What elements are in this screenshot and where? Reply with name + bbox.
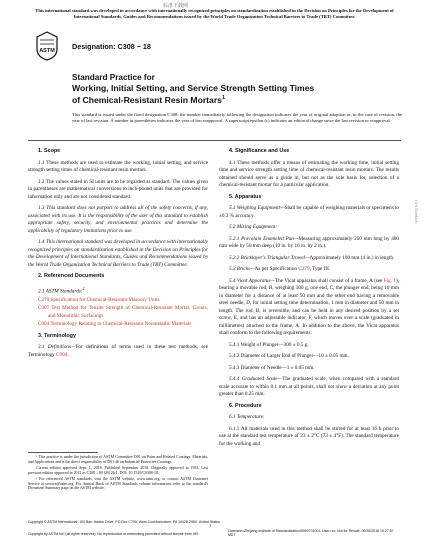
paragraph: 5.2 Mixing Equipment: (229, 224, 277, 230)
paragraph: 5.4.3 Diameter of Needle—1 ± 0.05 mm. (229, 364, 315, 371)
section-heading-procedure: 6. Procedure (229, 402, 262, 409)
reference-item[interactable]: C279 Specification for Chemical-Resistant Masonry Units (38, 296, 160, 303)
section-heading-scope: 1. Scope (38, 148, 61, 154)
footnote-divider (28, 452, 98, 453)
section-heading-terminology: 3. Terminology (38, 332, 76, 339)
license-line: Copyright by ASTM Int'l (all rights reserved); No reproduction or networking permitted without license from IHS (28, 532, 199, 536)
reference-item[interactable]: C904 Terminology Relating to Chemical-Resistant Nonmetallic Materials (38, 321, 192, 328)
paragraph: 5.4.2 Diameter of Larger End of Plunger—10 ± 0.05 mm. (229, 353, 349, 359)
page-number: 1 (209, 523, 212, 528)
paragraph: 5.4 Vicat Apparatus—The Vicat apparatus shall consist of a frame, A (see Fig. 1), bearing a movable rod, B, weighing 300 g, one end, C, the plunger end, being 10 mm in diameter for a distance of at least 50 mm and the other end having a removable steel needle, D, for initial setting time determination, 1 mm in diameter and 50 mm in length. The rod, B, is reversible, and can be held in any desired position by a set screw, E, and has an adjustable indicator, F, which moves over a scale (graduated in millimetres) attached to the frame, A. In addition to the above, the Vicat apparatus shall conform to the following requirements: (219, 277, 400, 336)
paragraph: 4.1 These methods offer a means of estimating the working time, initial setting time and service strength setting time of chemical-resistant resin mortars. The results obtained should serve as a guide in, but not as the sole basis for, selection of a chemical-resistant mortar for a particular application. (219, 159, 399, 188)
reference-link-c307[interactable]: C307 (38, 305, 50, 312)
section-heading-apparatus: 5. Apparatus (229, 193, 262, 200)
astm-logo-icon (36, 31, 58, 61)
document-title (72, 73, 392, 106)
paragraph: 5.2.2 Bricklayer's Triangular Trowel—Approximately 100 mm (4 in.) in length. (229, 254, 395, 261)
copyright-notice: Copyright © ASTM International, 100 Barr Harbor Drive, PO Box C700, West Conshohocken, PA 19428-2959. United States (28, 520, 220, 524)
paragraph: 5.4.1 Weight of Plunger—300 ± 0.5 g. (229, 341, 309, 348)
svg-text:ASTM: ASTM (39, 48, 55, 54)
paragraph: 5.3 Bricks—As per Specification C279, Type III. (229, 266, 331, 272)
title-line-1: Standard Practice for (72, 73, 155, 82)
title-line-3: of Chemical-Resistant Resin Mortars$^1$ (72, 95, 226, 106)
footnote: ² For referenced ASTM standards, visit the ASTM website, www.astm.org, or contact ASTM Customer Service at service@astm.org. For Annual Book of ASTM Standards volume information, refer to the standard's Document Summary page on the ASTM website. (28, 476, 208, 491)
paragraph: 6.1.1 All materials used in this method shall be stirred for at least 16 h prior to use at the standard test temperature of 23 ± 2°C (73 ± 4°F). The standard temperature for the working and (219, 425, 399, 447)
left-column (28, 148, 208, 363)
footnote: Current edition approved Sept. 1, 2018. Published September 2018. Originally approved in 1953. Last previous edition approved in 2012 as C308 – 00 (2012)ε1. DOI: 10.1520/C0308-18. (28, 465, 208, 475)
section-heading-referenced-documents: 2. Referenced Documents (38, 273, 105, 279)
footnotes (28, 455, 208, 492)
header-note (28, 4, 401, 20)
issue-note: This standard is issued under the fixed designation C308; the number immediately following the designation indicates the year of original adoption or, in the case of revision, the year of last revision. A number in parentheses indicates the year of last reapproval. A superscript epsilon (ε) indicates an editorial change since the last revision or reapproval. (72, 112, 402, 123)
paragraph: 6.1 Temperature: (229, 414, 265, 420)
paragraph: 5.1 Weighing Equipment—Shall be capable of weighing materials or specimens to ±0.3 % accuracy. (219, 205, 399, 219)
reference-link-c279[interactable]: C279 (38, 296, 50, 303)
paragraph: 5.4.4 Graduated Scale—The graduated scale, when compared with a standard scale accurate to within 0.1 mm at all points, shall not show a deviation at any point greater than 0.25 mm. (219, 376, 399, 397)
figure-link[interactable]: Fig. 1 (383, 277, 396, 284)
paragraph: 1.1 These methods are used to estimate the working, initial setting, and service strength setting times of chemical-resistant resin mortars. (28, 159, 208, 173)
paragraph: 5.2.1 Porcelain Enameled Pan—Measuring approximately 250 mm long by 400 mm wide by 50 mm deep (10 in. by 16 in. by 2 in.). (219, 235, 399, 249)
right-column (219, 148, 399, 452)
header-watermark: 标准下载网 (163, 4, 189, 9)
reference-link-c904[interactable]: C904 (38, 321, 50, 328)
paragraph: 1.3 This standard does not purport to address all of the safety concerns, if any, associated with its use. It is the responsibility of the user of this standard to establish appropriate safety, security, and environmental practices and determine the applicability of regulatory limitations prior to use. (28, 205, 208, 234)
divider (28, 140, 401, 141)
reference-item[interactable]: C307 Test Method for Tensile Strength of Chemical-Resistant Mortar, Grouts, and Monolithic Surfacings (38, 305, 208, 319)
paragraph: 1.2 The values stated in SI units are to be regarded as standard. The values given in parentheses are mathematical conversions to inch-pound units that are provided for information only and are not considered standard. (28, 178, 208, 200)
license-notice: Licensee=Zhejiang Institute of Standardization/5990701001, User=xx, Not for Resale, 09/25/2018 19:27:57 MDT (228, 529, 394, 538)
paragraph: 2.1 ASTM Standards:$^2$ (38, 285, 85, 295)
reference-link-c279[interactable]: C279 (298, 266, 310, 272)
header-note-text: This international standard was developed in accordance with internationally recognized principles on standardization established in the Decision on Principles for the Development of International Standards, Guides and Recommendations issued by the World Trade Organization Technical Barriers to Trade (TBT) Committee. (35, 8, 394, 19)
title-footnote-marker[interactable]: 1 (221, 95, 226, 102)
footer (28, 520, 401, 538)
title-line-2: Working, Initial Setting, and Service Strength Setting Times (72, 83, 315, 93)
designation: Designation: C308 − 18 (72, 42, 151, 51)
reference-link-c904[interactable]: C904 (56, 351, 68, 358)
paragraph: 1.4 This international standard was developed in accordance with internationally recognized principles on standardization established in the Decision on Principles for the Development of International Standards, Guides and Recommendations issued by the World Trade Organization Technical Barriers to Trade (TBT) Committee. (28, 239, 208, 268)
side-watermark: iTeh Standards (414, 200, 419, 224)
footnote: ¹ This practice is under the jurisdiction of ASTM Committee D01 on Paint and Related Coatings, Materials, and Applications and is the direct responsibility of D01.46 on Industrial Protective Coatings. (28, 455, 208, 464)
paragraph: 3.1 Definitions—For definitions of terms used in these test methods, see Terminology C904. (28, 344, 208, 358)
section-heading-significance: 4. Significance and Use (229, 148, 290, 154)
